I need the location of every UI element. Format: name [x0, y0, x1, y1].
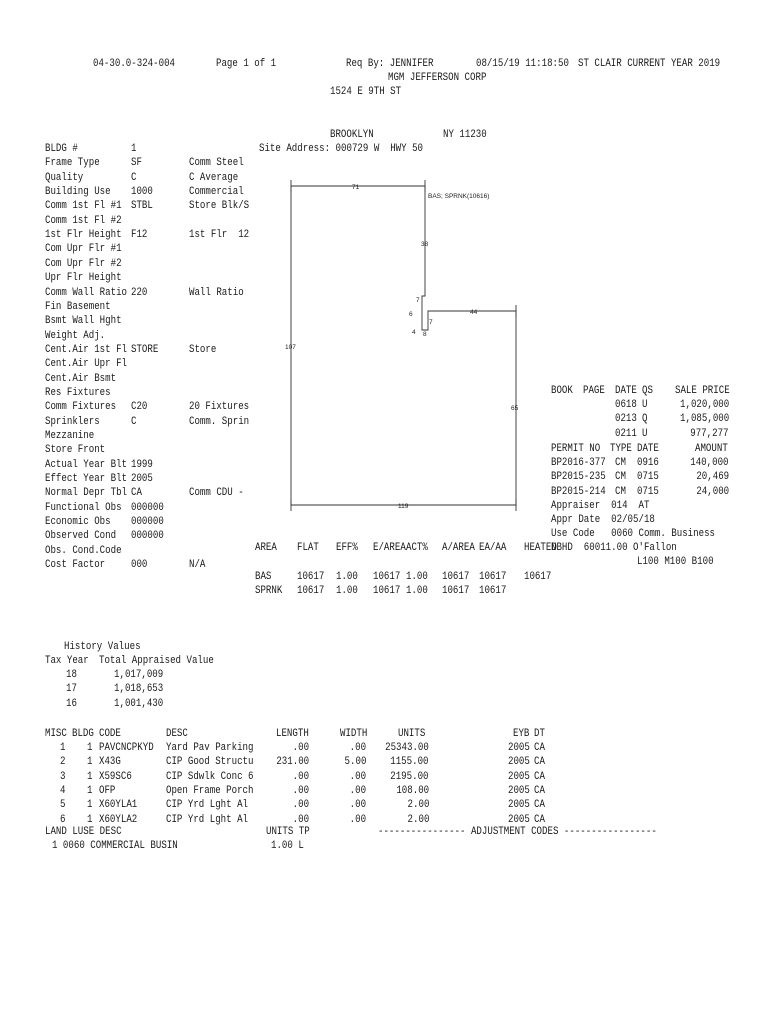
- permit-no: BP2016-377: [551, 457, 606, 469]
- permit-date: 0916: [637, 457, 659, 469]
- misc-header-dt: DT: [534, 728, 545, 740]
- dim-label: 107: [285, 344, 296, 351]
- adjustment-codes-header: ---------------- ADJUSTMENT CODES -----------------: [378, 826, 657, 838]
- bldg-field-code: C: [131, 171, 137, 184]
- bldg-field-label: Weight Adj.: [45, 329, 106, 342]
- misc-header-desc: DESC: [166, 728, 188, 740]
- misc-eyb: 2005: [508, 785, 530, 798]
- bldg-field-code: 000: [131, 559, 148, 572]
- misc-number: 6: [60, 813, 66, 826]
- area-cell: 10617: [524, 571, 552, 583]
- bldg-field-desc: C Average: [189, 171, 239, 184]
- misc-number: 3: [60, 770, 66, 783]
- misc-header-code: CODE: [99, 728, 121, 740]
- misc-width: .00: [349, 799, 366, 812]
- dim-label: 7: [416, 297, 420, 304]
- bldg-field-code: 1999: [131, 458, 153, 471]
- misc-desc: CIP Yrd Lght Al: [166, 799, 249, 812]
- misc-width: 5.00: [344, 756, 366, 769]
- history-title: History Values: [64, 641, 141, 653]
- appraiser: Appraiser 014 AT: [551, 500, 650, 512]
- bldg-field-label: Cent.Air Upr Fl: [45, 358, 128, 371]
- misc-dt: CA: [534, 799, 545, 812]
- history-year: 17: [66, 683, 77, 696]
- misc-desc: Open Frame Porch: [166, 785, 254, 798]
- bldg-field-label: Cent.Air Bsmt: [45, 372, 117, 385]
- misc-width: .00: [349, 813, 366, 826]
- bldg-field-label: Normal Depr Tbl: [45, 487, 128, 500]
- area-header: E/AREA: [373, 542, 406, 554]
- misc-number: 2: [60, 756, 66, 769]
- history-year: 18: [66, 669, 77, 681]
- permit-date: 0715: [637, 485, 659, 498]
- bldg-field-code: 1: [131, 143, 137, 155]
- sale-qs: Q: [642, 413, 648, 426]
- misc-code: X60YLA2: [99, 813, 138, 826]
- bldg-field-code: C20: [131, 401, 148, 414]
- bldg-field-code: SF: [131, 157, 142, 170]
- owner-state-zip: NY 11230: [443, 129, 487, 141]
- misc-width: .00: [349, 770, 366, 783]
- misc-units: 1155.00: [390, 756, 429, 769]
- misc-bldg: 1: [87, 785, 93, 798]
- dim-label: 65: [511, 405, 519, 412]
- bldg-field-label: Comm 1st Fl #1: [45, 200, 122, 213]
- bldg-field-label: Com Upr Flr #1: [45, 243, 122, 256]
- bldg-field-desc: N/A: [189, 559, 206, 572]
- parcel-number: 04-30.0-324-004: [93, 58, 176, 70]
- land-header: LAND LUSE DESC: [45, 826, 122, 838]
- area-cell: 10617: [479, 571, 507, 583]
- bldg-field-desc: Comm CDU -: [189, 487, 244, 500]
- appraisal-date: Appr Date 02/05/18: [551, 514, 655, 526]
- area-cell: 1.00: [336, 585, 358, 598]
- bldg-field-desc: Comm. Sprin: [189, 415, 250, 428]
- bldg-field-label: Obs. Cond.Code: [45, 544, 122, 557]
- bldg-field-code: 000000: [131, 501, 164, 514]
- dim-label: 8: [423, 331, 427, 338]
- sketch-area-label: BAS; SPRNK(10616): [428, 193, 490, 200]
- sales-header-page: PAGE: [583, 385, 605, 397]
- bldg-field-desc: 1st Flr 12: [189, 229, 250, 242]
- bldg-field-label: Effect Year Blt: [45, 473, 128, 486]
- permit-no: BP2015-214: [551, 485, 606, 498]
- misc-code: PAVCNCPKYD: [99, 742, 154, 754]
- bldg-field-label: Functional Obs: [45, 501, 122, 514]
- sales-header-date: DATE: [615, 385, 637, 397]
- misc-eyb: 2005: [508, 756, 530, 769]
- sale-date: 0211: [615, 427, 637, 440]
- bldg-field-label: Store Front: [45, 444, 106, 457]
- misc-eyb: 2005: [508, 742, 530, 754]
- area-header: AREA: [255, 542, 277, 554]
- misc-units: 108.00: [396, 785, 429, 798]
- area-cell: 10617: [297, 571, 325, 583]
- bldg-field-label: Upr Flr Height: [45, 272, 122, 285]
- page-indicator: Page 1 of 1: [216, 58, 277, 70]
- misc-length: .00: [292, 813, 309, 826]
- bldg-field-label: Res Fixtures: [45, 386, 111, 399]
- misc-eyb: 2005: [508, 799, 530, 812]
- misc-width: .00: [349, 785, 366, 798]
- permit-type: CM: [615, 485, 626, 498]
- permit-header-amount: AMOUNT: [695, 443, 728, 455]
- bldg-field-label: Comm Wall Ratio: [45, 286, 128, 299]
- misc-code: OFP: [99, 785, 116, 798]
- area-cell: 10617: [442, 571, 470, 583]
- sale-date: 0618: [615, 399, 637, 411]
- sale-date: 0213: [615, 413, 637, 426]
- class-codes: L100 M100 B100: [637, 556, 714, 568]
- misc-header-width: WIDTH: [340, 728, 368, 740]
- bldg-field-code: C: [131, 415, 137, 428]
- misc-length: 231.00: [276, 756, 309, 769]
- bldg-field-label: BLDG #: [45, 143, 78, 155]
- misc-code: X43G: [99, 756, 121, 769]
- bldg-field-label: Economic Obs: [45, 516, 111, 529]
- misc-units: 2.00: [407, 799, 429, 812]
- neighborhood: NBHD 60011.00 O'Fallon: [551, 542, 677, 554]
- bldg-field-label: Bsmt Wall Hght: [45, 315, 122, 328]
- area-cell: 10617: [442, 585, 470, 598]
- area-header: A/AREA: [442, 542, 475, 554]
- bldg-field-label: Cent.Air 1st Fl: [45, 343, 128, 356]
- dim-label: 119: [398, 503, 409, 510]
- misc-dt: CA: [534, 742, 545, 754]
- bldg-field-label: Comm Fixtures: [45, 401, 117, 414]
- area-cell: BAS: [255, 571, 272, 583]
- land-units-header: UNITS TP: [266, 826, 310, 838]
- bldg-field-code: CA: [131, 487, 142, 500]
- bldg-field-code: 000000: [131, 530, 164, 543]
- sale-price: 977,277: [690, 427, 729, 440]
- sale-qs: U: [642, 427, 648, 440]
- misc-code: X59SC6: [99, 770, 132, 783]
- bldg-field-label: Frame Type: [45, 157, 100, 170]
- bldg-field-code: STBL: [131, 200, 153, 213]
- bldg-field-label: 1st Flr Height: [45, 229, 122, 242]
- history-header-year: Tax Year: [45, 655, 89, 667]
- misc-units: 25343.00: [385, 742, 429, 754]
- misc-header-bldg: BLDG: [72, 728, 94, 740]
- use-code: Use Code 0060 Comm. Business: [551, 528, 716, 540]
- bldg-field-label: Actual Year Blt: [45, 458, 128, 471]
- bldg-field-code: 1000: [131, 186, 153, 199]
- sales-header-price: SALE PRICE: [675, 385, 730, 397]
- misc-units: 2195.00: [390, 770, 429, 783]
- sale-price: 1,085,000: [679, 413, 729, 426]
- bldg-field-label: Mezzanine: [45, 430, 95, 442]
- misc-dt: CA: [534, 813, 545, 826]
- misc-bldg: 1: [87, 813, 93, 826]
- bldg-field-label: Cost Factor: [45, 559, 106, 572]
- owner-address: 1524 E 9TH ST: [330, 86, 402, 98]
- area-cell: 10617: [373, 571, 401, 583]
- area-cell: 10617: [373, 585, 401, 598]
- dim-label: 4: [412, 329, 416, 336]
- area-header: HEATED: [524, 542, 557, 554]
- history-value: 1,018,653: [113, 683, 163, 696]
- land-row-units: 1.00 L: [271, 840, 304, 852]
- bldg-field-code: F12: [131, 229, 148, 242]
- area-cell: 10617: [297, 585, 325, 598]
- misc-length: .00: [292, 799, 309, 812]
- misc-length: .00: [292, 785, 309, 798]
- bldg-field-desc: 20 Fixtures: [189, 401, 250, 414]
- dim-label: 44: [470, 309, 478, 316]
- bldg-field-desc: Store: [189, 343, 217, 356]
- bldg-field-label: Building Use: [45, 186, 111, 199]
- area-header: EFF%: [336, 542, 358, 554]
- permit-date: 0715: [637, 471, 659, 484]
- history-header-value: Total Appraised Value: [99, 655, 214, 667]
- misc-header-misc: MISC: [45, 728, 67, 740]
- area-header: ACT%: [406, 542, 428, 554]
- bldg-field-code: 000000: [131, 516, 164, 529]
- permit-header-date: DATE: [637, 443, 659, 455]
- misc-dt: CA: [534, 785, 545, 798]
- misc-header-length: LENGTH: [276, 728, 309, 740]
- misc-bldg: 1: [87, 770, 93, 783]
- bldg-field-label: Com Upr Flr #2: [45, 257, 122, 270]
- bldg-field-code: 220: [131, 286, 148, 299]
- misc-eyb: 2005: [508, 770, 530, 783]
- misc-desc: CIP Yrd Lght Al: [166, 813, 249, 826]
- misc-units: 2.00: [407, 813, 429, 826]
- misc-bldg: 1: [87, 799, 93, 812]
- misc-code: X60YLA1: [99, 799, 138, 812]
- dim-label: 6: [409, 311, 413, 318]
- permit-type: CM: [615, 457, 626, 469]
- misc-number: 4: [60, 785, 66, 798]
- bldg-field-desc: Comm Steel: [189, 157, 244, 170]
- sales-header-book: BOOK: [551, 385, 573, 397]
- dim-label: 7: [429, 319, 433, 326]
- misc-desc: Yard Pav Parking: [166, 742, 254, 754]
- area-cell: 1.00: [336, 571, 358, 583]
- misc-bldg: 1: [87, 756, 93, 769]
- misc-length: .00: [292, 770, 309, 783]
- sales-header-qs: QS: [642, 385, 653, 397]
- bldg-field-desc: Wall Ratio: [189, 286, 244, 299]
- permit-amount: 20,469: [696, 471, 729, 484]
- misc-number: 5: [60, 799, 66, 812]
- bldg-field-label: Observed Cond: [45, 530, 117, 543]
- site-address: Site Address: 000729 W HWY 50: [259, 143, 424, 155]
- dim-label: 38: [421, 241, 429, 248]
- area-header: EA/AA: [479, 542, 507, 554]
- permit-header-type: TYPE: [610, 443, 632, 455]
- misc-dt: CA: [534, 770, 545, 783]
- bldg-field-code: 2005: [131, 473, 153, 486]
- bldg-field-desc: Commercial: [189, 186, 244, 199]
- history-value: 1,017,009: [113, 669, 163, 681]
- dim-label: 71: [352, 184, 360, 191]
- land-row-desc: 1 0060 COMMERCIAL BUSIN: [52, 840, 178, 852]
- permit-type: CM: [615, 471, 626, 484]
- misc-bldg: 1: [87, 742, 93, 754]
- permit-amount: 140,000: [690, 457, 729, 469]
- bldg-field-label: Comm 1st Fl #2: [45, 214, 122, 227]
- misc-header-units: UNITS: [398, 728, 426, 740]
- bldg-field-label: Fin Basement: [45, 300, 111, 313]
- bldg-field-label: Sprinklers: [45, 415, 100, 428]
- permit-amount: 24,000: [696, 485, 729, 498]
- county-year: ST CLAIR CURRENT YEAR 2019: [578, 58, 721, 70]
- area-header: FLAT: [297, 542, 319, 554]
- misc-desc: CIP Sdwlk Conc 6: [166, 770, 254, 783]
- area-cell: 1.00: [406, 585, 428, 598]
- area-cell: 10617: [479, 585, 507, 598]
- area-cell: 1.00: [406, 571, 428, 583]
- sale-price: 1,020,000: [679, 399, 729, 411]
- misc-dt: CA: [534, 756, 545, 769]
- misc-eyb: 2005: [508, 813, 530, 826]
- history-year: 16: [66, 697, 77, 710]
- requested-by: Req By: JENNIFER: [346, 58, 434, 70]
- sketch-outline: [291, 186, 516, 505]
- owner-name: MGM JEFFERSON CORP: [388, 72, 487, 84]
- misc-number: 1: [60, 742, 66, 754]
- misc-width: .00: [349, 742, 366, 754]
- misc-length: .00: [292, 742, 309, 754]
- misc-header-eyb: EYB: [513, 728, 530, 740]
- bldg-field-code: STORE: [131, 343, 159, 356]
- area-cell: SPRNK: [255, 585, 283, 598]
- sale-qs: U: [642, 399, 648, 411]
- misc-desc: CIP Good Structu: [166, 756, 254, 769]
- permit-no: BP2015-235: [551, 471, 606, 484]
- owner-city: BROOKLYN: [330, 129, 374, 141]
- report-datetime: 08/15/19 11:18:50: [476, 58, 569, 70]
- bldg-field-desc: Store Blk/S: [189, 200, 250, 213]
- bldg-field-label: Quality: [45, 171, 84, 184]
- history-value: 1,001,430: [113, 697, 163, 710]
- permit-header-no: PERMIT NO: [551, 443, 601, 455]
